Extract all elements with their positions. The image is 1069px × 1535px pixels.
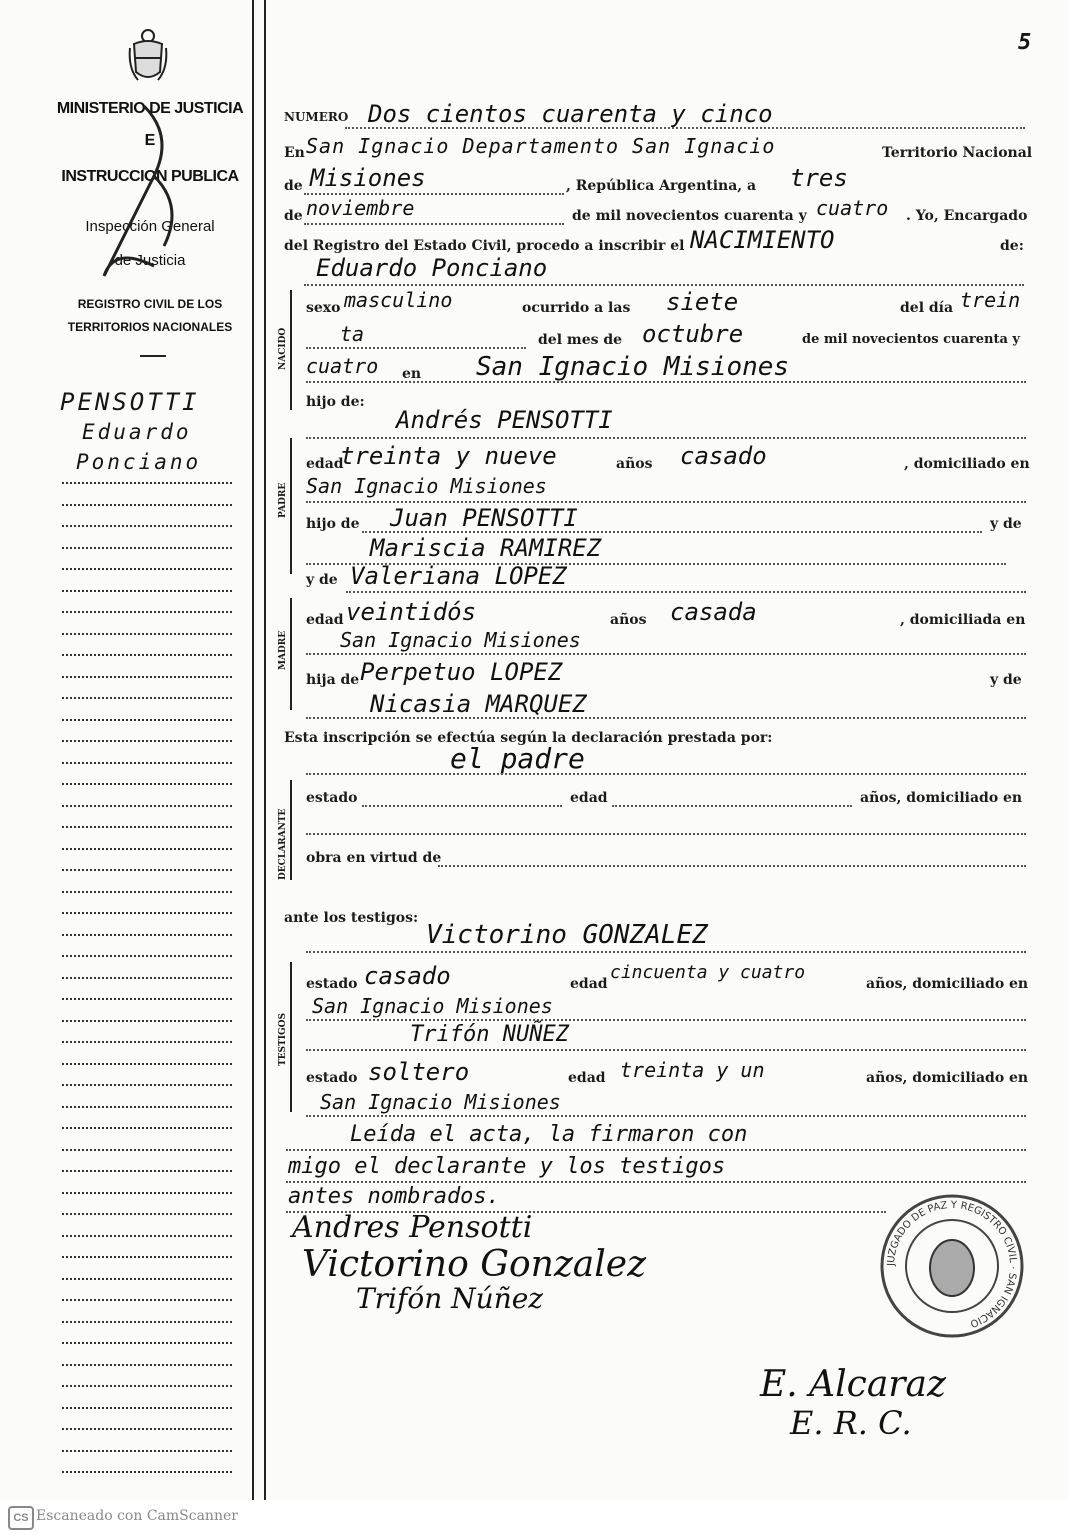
margin-rule-right [264, 0, 266, 1500]
birth-place-value: San Ignacio Misiones [476, 352, 790, 382]
margin-ruled-line [62, 547, 232, 551]
officer-title: E. R. C. [790, 1404, 912, 1442]
dotted-line [306, 1018, 1026, 1021]
witness1-edad-label: edad [570, 976, 608, 992]
margin-ruled-line [62, 826, 232, 830]
madre-domiciliada-label: , domiciliada en [900, 612, 1026, 628]
madre-bracket [290, 598, 302, 710]
margin-ruled-line [62, 525, 232, 529]
dotted-line [612, 804, 852, 807]
margin-ruled-line [62, 1192, 232, 1196]
month-value: noviembre [306, 196, 415, 220]
year-value: cuatro [816, 196, 889, 220]
margin-ruled-line [62, 1170, 232, 1174]
dotted-line [306, 772, 1026, 775]
margin-ruled-line [62, 783, 232, 787]
declarante-intro-label: Esta inscripción se efectúa según la declaración prestada por: [284, 730, 773, 746]
testigos-bracket [290, 962, 302, 1112]
de-label-2: de [284, 208, 303, 224]
margin-ruled-line [62, 1149, 232, 1153]
dotted-line [346, 590, 1026, 593]
margin-ruled-line [62, 805, 232, 809]
margin-ruled-line [62, 1342, 232, 1346]
witness2-estado-label: estado [306, 1070, 358, 1086]
page-number: 5 [1018, 30, 1035, 55]
margin-second-name: Ponciano [76, 450, 202, 474]
stamp-text [878, 1192, 1026, 1340]
witness1-estado-label: estado [306, 976, 358, 992]
dotted-line [304, 222, 564, 225]
ministry-subtitle: INSTRUCCION PUBLICA [61, 168, 239, 185]
camscanner-logo-icon: CS [8, 1506, 34, 1530]
margin-ruled-line [62, 1364, 232, 1368]
numero-label: NUMERO [284, 110, 349, 124]
margin-ruled-line [62, 1321, 232, 1325]
witness1-name-value: Victorino GONZALEZ [426, 920, 708, 950]
margin-ruled-line [62, 1385, 232, 1389]
margin-ruled-line [62, 568, 232, 572]
dotted-line [306, 1114, 1026, 1117]
padre-y-de-label: y de [990, 516, 1022, 532]
madre-estado-value: casada [670, 598, 757, 626]
declarante-anos-label: años, domiciliado en [860, 790, 1023, 806]
margin-ruled-line [62, 654, 232, 658]
mes-label: del mes de [538, 332, 623, 348]
hour-value: siete [666, 288, 739, 316]
dotted-line [306, 1048, 1026, 1051]
dotted-line [306, 436, 1026, 439]
mil-label: de mil novecientos cuarenta y [572, 208, 807, 224]
witness2-edad-value: treinta y un [620, 1058, 765, 1082]
scanner-watermark-text: Escaneado con CamScanner [36, 1508, 238, 1524]
witness1-edad-value: cincuenta y cuatro [610, 962, 806, 983]
child-name-value: Eduardo Ponciano [316, 254, 548, 282]
father-name-value: Andrés PENSOTTI [396, 406, 613, 434]
madre-anos-label: años [610, 612, 647, 628]
margin-ruled-line [62, 934, 232, 938]
padre-anos-label: años [616, 456, 653, 472]
margin-ruled-line [62, 482, 232, 486]
padre-father-value: Juan PENSOTTI [390, 504, 578, 532]
margin-ruled-line [62, 590, 232, 594]
padre-estado-value: casado [680, 442, 767, 470]
margin-ruled-line [62, 1106, 232, 1110]
closing-line-1: Leída el acta, la firmaron con [350, 1122, 748, 1147]
act-type-value: NACIMIENTO [690, 226, 835, 254]
margin-signature-icon [84, 96, 194, 296]
madre-hija-de-label: hija de [306, 672, 360, 688]
padre-side-label: PADRE [278, 482, 288, 518]
svg-text:JUZGADO DE PAZ Y REGISTRO CIVI: JUZGADO DE PAZ Y REGISTRO CIVIL · SAN IGNACIO [885, 1199, 1019, 1329]
declarante-estado-label: estado [306, 790, 358, 806]
madre-y-de-label-2: y de [990, 672, 1022, 688]
margin-ruled-line [62, 1020, 232, 1024]
margin-ruled-line [62, 955, 232, 959]
dotted-line [304, 283, 1024, 286]
margin-ruled-line [62, 977, 232, 981]
declarante-edad-label: edad [570, 790, 608, 806]
ocurrido-label: ocurrido a las [522, 300, 631, 316]
margin-ruled-line [62, 676, 232, 680]
coat-of-arms-icon [128, 28, 168, 84]
signature-officer: E. Alcaraz [760, 1364, 946, 1405]
margin-ruled-line [62, 1084, 232, 1088]
en-label: En [284, 145, 305, 161]
margin-ruled-line [62, 1213, 232, 1217]
en-place-label: en [402, 366, 422, 382]
padre-edad-value: treinta y nueve [340, 442, 557, 470]
margin-ruled-line [62, 1450, 232, 1454]
closing-line-2: migo el declarante y los testigos [288, 1154, 726, 1179]
margin-ruled-line [62, 1041, 232, 1045]
declarante-bracket [290, 780, 302, 880]
dotted-line [306, 500, 1026, 503]
dotted-line [306, 950, 1026, 953]
margin-ruled-line [62, 848, 232, 852]
dotted-line [345, 126, 1025, 129]
madre-mother-value: Nicasia MARQUEZ [370, 690, 587, 718]
margin-ruled-line [62, 998, 232, 1002]
de-label: de [284, 178, 303, 194]
padre-domicilio-value: San Ignacio Misiones [306, 474, 547, 498]
nacido-mil-label: de mil novecientos cuarenta y [802, 332, 1020, 347]
margin-ruled-line [62, 1471, 232, 1475]
registry-subtitle: TERRITORIOS NACIONALES [67, 320, 233, 334]
padre-mother-value: Mariscia RAMIREZ [370, 534, 602, 562]
territory-value: Misiones [310, 164, 426, 192]
dotted-line [306, 346, 526, 349]
signature-father: Andres Pensotti [292, 1210, 533, 1245]
birth-month-value: octubre [642, 320, 744, 348]
margin-ruled-line [62, 1428, 232, 1432]
testigos-intro-label: ante los testigos: [284, 910, 419, 926]
numero-value: Dos cientos cuarenta y cinco [368, 100, 773, 128]
day-value-a: trein [960, 288, 1021, 312]
margin-ruled-line [62, 1278, 232, 1282]
registro-label: del Registro del Estado Civil, procedo a inscribir el [284, 238, 685, 254]
margin-ruled-line [62, 1256, 232, 1260]
sexo-value: masculino [344, 288, 453, 312]
signature-witness-2: Trifón Núñez [356, 1282, 544, 1315]
margin-ruled-line [62, 1299, 232, 1303]
republica-label: , República Argentina, a [566, 178, 757, 194]
witness1-estado-value: casado [364, 962, 451, 990]
margin-ruled-line [62, 1063, 232, 1067]
witness1-anos-label: años, domiciliado en [866, 976, 1029, 992]
margin-ruled-line [62, 611, 232, 615]
margin-ruled-line [62, 504, 232, 508]
margin-ruled-line [62, 912, 232, 916]
witness2-anos-label: años, domiciliado en [866, 1070, 1029, 1086]
inspection-subtitle: de Justicia [114, 252, 186, 269]
witness2-domicilio-value: San Ignacio Misiones [320, 1090, 561, 1114]
padre-edad-label: edad [306, 456, 344, 472]
obra-label: obra en virtud de [306, 850, 442, 866]
territorio-label: Territorio Nacional [882, 145, 1033, 161]
margin-ruled-line [62, 633, 232, 637]
dotted-line [306, 716, 1026, 719]
margin-ruled-line [62, 1235, 232, 1239]
madre-edad-label: edad [306, 612, 344, 628]
madre-father-value: Perpetuo LOPEZ [360, 658, 563, 686]
del-dia-label: del día [900, 300, 954, 316]
margin-ruled-line [62, 1127, 232, 1131]
madre-y-de-label: y de [306, 572, 338, 588]
signature-witness-1: Victorino Gonzalez [302, 1244, 647, 1285]
witness2-estado-value: soltero [368, 1058, 470, 1086]
inspection-title: Inspección General [85, 218, 215, 235]
padre-domiciliado-label: , domiciliado en [904, 456, 1030, 472]
sexo-label: sexo [306, 300, 341, 316]
mother-name-value: Valeriana LOPEZ [350, 562, 567, 590]
witness1-domicilio-value: San Ignacio Misiones [312, 994, 553, 1018]
registry-title: REGISTRO CIVIL DE LOS [77, 297, 223, 311]
margin-ruled-line [62, 891, 232, 895]
dotted-line [304, 192, 564, 195]
nacido-side-label: NACIDO [278, 327, 288, 370]
place-value: San Ignacio Departamento San Ignacio [306, 134, 776, 158]
dotted-line [438, 864, 1026, 867]
hijo-label: hijo de: [306, 394, 365, 410]
margin-ruled-line [62, 740, 232, 744]
declarante-side-label: DECLARANTE [278, 808, 288, 880]
day-value-b: ta [340, 322, 365, 346]
padre-bracket [290, 438, 302, 574]
margin-first-name: Eduardo [82, 420, 192, 444]
declarante-value: el padre [450, 742, 585, 775]
dotted-line [306, 380, 1026, 383]
nacido-bracket [290, 290, 302, 410]
de-label-3: de: [1000, 238, 1024, 254]
madre-edad-value: veintidós [346, 598, 477, 626]
day-value: tres [790, 164, 848, 192]
margin-ruled-line [62, 697, 232, 701]
ministry-title: MINISTERIO DE JUSTICIA [56, 100, 244, 117]
dotted-line [362, 530, 982, 533]
witness2-edad-label: edad [568, 1070, 606, 1086]
closing-line-3: antes nombrados. [288, 1184, 500, 1209]
header-divider [140, 355, 166, 357]
madre-domicilio-value: San Ignacio Misiones [340, 628, 581, 652]
birth-year-value: cuatro [306, 354, 379, 378]
margin-surname: PENSOTTI [60, 388, 200, 416]
margin-ruled-line [62, 762, 232, 766]
dotted-line [306, 832, 1026, 835]
witness2-name-value: Trifón NUÑEZ [410, 1022, 569, 1047]
margin-ruled-line [62, 1407, 232, 1411]
madre-side-label: MADRE [278, 630, 288, 670]
dotted-line [286, 1148, 1026, 1151]
testigos-side-label: TESTIGOS [278, 1013, 288, 1066]
dotted-line [362, 804, 562, 807]
margin-ruled-line [62, 719, 232, 723]
dotted-line [286, 1180, 1026, 1183]
margin-ruled-line [62, 869, 232, 873]
ministry-conjunction: E [144, 132, 156, 149]
padre-hijo-de-label: hijo de [306, 516, 360, 532]
yo-label: . Yo, Encargado [906, 208, 1028, 224]
dotted-line [306, 652, 1026, 655]
